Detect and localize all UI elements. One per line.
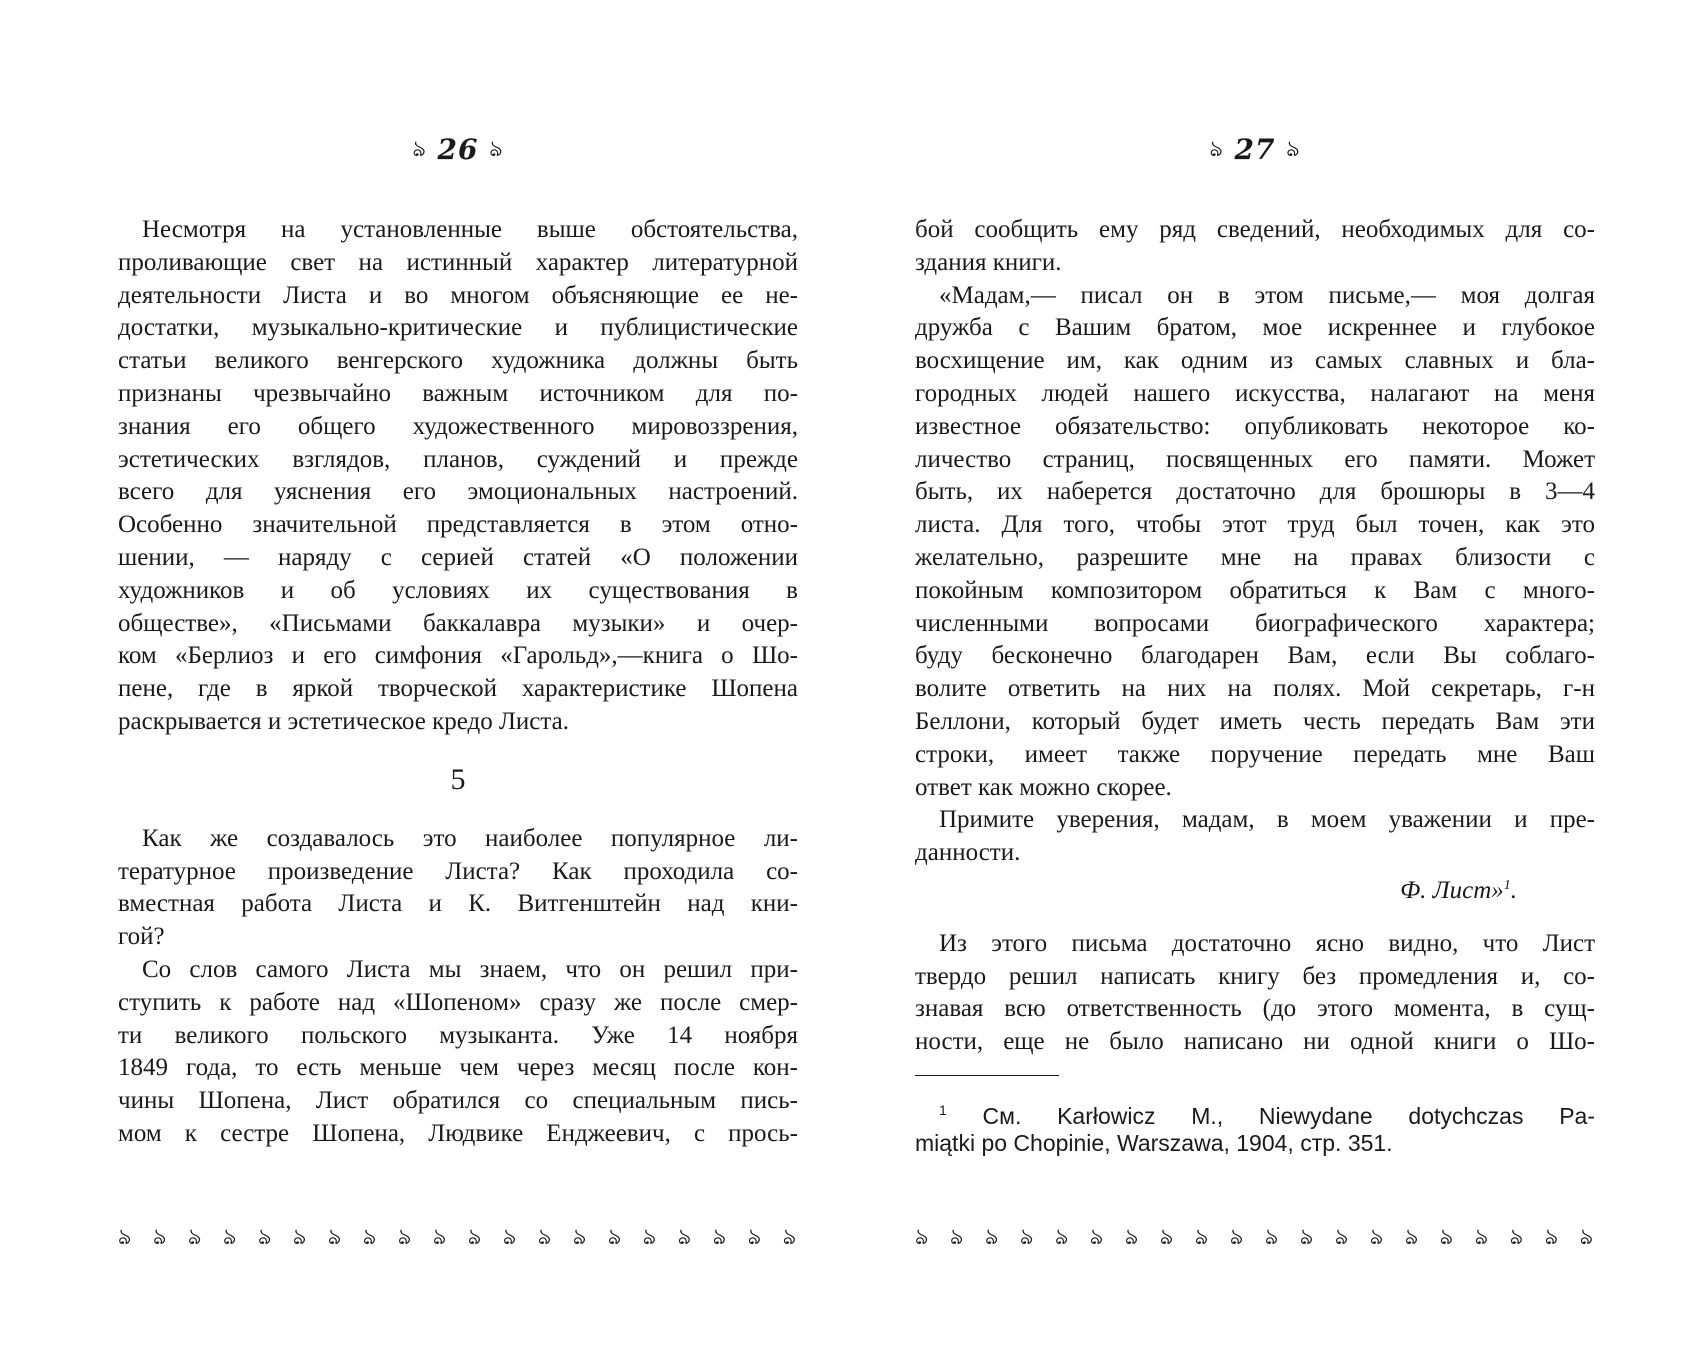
- text-line: восхищение им, как одним из самых славных и бла-: [915, 347, 1595, 375]
- text-line: чины Шопена, Лист обратился со специальным пись-: [118, 1087, 798, 1115]
- text-line: ступить к работе над «Шопеном» сразу же после смер-: [118, 988, 798, 1016]
- signature: Ф. Лист»$^1$.: [1400, 876, 1517, 904]
- text-line: личество страниц, посвященных его памяти. Может: [915, 445, 1595, 473]
- page-number-left: [118, 132, 798, 168]
- text-line: ности, еще не было написано ни одной книги о Шо-: [915, 1028, 1595, 1056]
- text-line: вместная работа Листа и К. Витгенштейн над кни-: [118, 890, 798, 918]
- text-line: быть, их наберется достаточно для брошюры в 3—4: [915, 478, 1595, 506]
- left-page-text: [118, 214, 798, 1151]
- text-line: всего для уяснения его эмоциональных настроений.: [118, 478, 798, 506]
- text-line: волите ответить на них на полях. Мой секретарь, г-н: [915, 675, 1595, 703]
- paragraph: [915, 928, 1595, 1059]
- text-line: твердо решил написать книгу без промедления и, со-: [915, 962, 1595, 990]
- text-line: известное обязательство: опубликовать некоторое ко-: [915, 412, 1595, 440]
- ornament-icon: ঌ: [489, 137, 504, 162]
- page-number-left-value: 26: [437, 133, 479, 166]
- ornament-border: ঌ ঌ ঌ ঌ ঌ ঌ ঌ ঌ ঌ ঌ ঌ ঌ ঌ ঌ ঌ ঌ ঌ ঌ ঌ ঌ: [118, 1224, 798, 1249]
- text-line: Несмотря на установленные выше обстоятельства,: [142, 216, 798, 243]
- text-line: дружба с Вашим братом, мое искреннее и глубокое: [915, 314, 1595, 342]
- right-page-text: [915, 214, 1595, 1160]
- text-line: знания его общего художественного мировоззрения,: [118, 412, 798, 440]
- text-line: шении, — наряду с серией статей «О положении: [118, 543, 798, 571]
- text-line: Примите уверения, мадам, в моем уважении и пре-: [939, 806, 1595, 834]
- text-line: мом к сестре Шопена, Людвике Енджеевич, с прось-: [118, 1119, 798, 1147]
- text-line: достатки, музыкально-критические и публицистические: [118, 314, 798, 342]
- text-line: покойным композитором обратиться к Вам с много-: [915, 576, 1595, 604]
- footnote-divider: [915, 1075, 1059, 1076]
- footnote-line: miątki po Chopinie, Warszawa, 1904, стр. 351.: [915, 1129, 1393, 1156]
- text-line: статьи великого венгерского художника должны быть: [118, 347, 798, 375]
- text-line: Из этого письма достаточно ясно видно, что Лист: [939, 929, 1595, 957]
- letter-paragraph: [915, 280, 1595, 805]
- text-line: тературное произведение Листа? Как проходила со-: [118, 857, 798, 885]
- text-line: знавая всю ответственность (до этого момента, в сущ-: [915, 995, 1595, 1023]
- text-line: желательно, разрешите мне на правах близости с: [915, 543, 1595, 571]
- text-line: ответ как можно скорее.: [915, 773, 1172, 801]
- text-line: ти великого польского музыканта. Уже 14 ноября: [118, 1021, 798, 1049]
- text-line: городных людей нашего искусства, налагают на меня: [915, 379, 1595, 407]
- text-line: численными вопросами биографического характера;: [915, 609, 1595, 637]
- text-line: Беллони, который будет иметь честь передать Вам эти: [915, 707, 1595, 735]
- paragraph: [915, 214, 1595, 280]
- text-line: признаны чрезвычайно важным источником для по-: [118, 379, 798, 407]
- text-line: Со слов самого Листа мы знаем, что он решил при-: [142, 955, 798, 983]
- page-number-right: [915, 132, 1595, 168]
- signature-text: Ф. Лист»: [1400, 876, 1504, 904]
- text-line: художников и об условиях их существования в: [118, 576, 798, 604]
- paragraph: [118, 214, 798, 739]
- letter-closing: [915, 804, 1595, 870]
- paragraph: [118, 823, 798, 954]
- ornament-icon: ঌ: [1286, 137, 1301, 162]
- text-line: обществе», «Письмами баккалавра музыки» и очер-: [118, 609, 798, 637]
- text-line: данности.: [915, 839, 1021, 867]
- text-line: ком «Берлиоз и его симфония «Гарольд»,—книга о Шо-: [118, 642, 798, 670]
- ornament-icon: ঌ: [412, 137, 427, 162]
- text-line: листа. Для того, чтобы этот труд был точен, как это: [915, 511, 1595, 539]
- ornament-border: ঌ ঌ ঌ ঌ ঌ ঌ ঌ ঌ ঌ ঌ ঌ ঌ ঌ ঌ ঌ ঌ ঌ ঌ ঌ ঌ: [915, 1224, 1595, 1249]
- footnote-ref: 1: [1503, 877, 1511, 893]
- text-line: строки, имеет также поручение передать мне Ваш: [915, 740, 1595, 768]
- text-line: гой?: [118, 923, 165, 951]
- text-line: проливающие свет на истинный характер литературной: [118, 248, 798, 276]
- text-line: 1849 года, то есть меньше чем через месяц после кон-: [118, 1054, 798, 1082]
- text-line: Как же создавалось это наиболее популярное ли-: [142, 824, 798, 852]
- footnote-text: См. Karłowicz M., Niewydane dotychczas Pa-: [982, 1102, 1595, 1129]
- text-line: буду бесконечно благодарен Вам, если Вы соблаго-: [915, 642, 1595, 670]
- text-line: «Мадам,— писал он в этом письме,— моя долгая: [939, 281, 1595, 309]
- section-number: 5: [450, 762, 466, 796]
- text-line: эстетических взглядов, планов, суждений и прежде: [118, 445, 798, 473]
- paragraph: [118, 954, 798, 1151]
- ornament-icon: ঌ: [1209, 137, 1224, 162]
- text-line: пене, где в яркой творческой характеристике Шопена: [118, 675, 798, 703]
- right-page: [915, 0, 1595, 1351]
- text-line: здания книги.: [915, 248, 1062, 276]
- left-page: [118, 0, 798, 1351]
- text-line: бой сообщить ему ряд сведений, необходимых для со-: [915, 216, 1595, 243]
- text-line: Особенно значительной представляется в этом отно-: [118, 511, 798, 539]
- footnote-line: [915, 1094, 1595, 1127]
- footnote-marker: 1: [939, 1101, 947, 1118]
- text-line: раскрывается и эстетическое кредо Листа.: [118, 707, 569, 735]
- spacer: [915, 903, 1595, 928]
- footnote: [915, 1094, 1595, 1160]
- page-number-right-value: 27: [1234, 133, 1276, 166]
- text-line: деятельности Листа и во многом объясняющие ее не-: [118, 281, 798, 309]
